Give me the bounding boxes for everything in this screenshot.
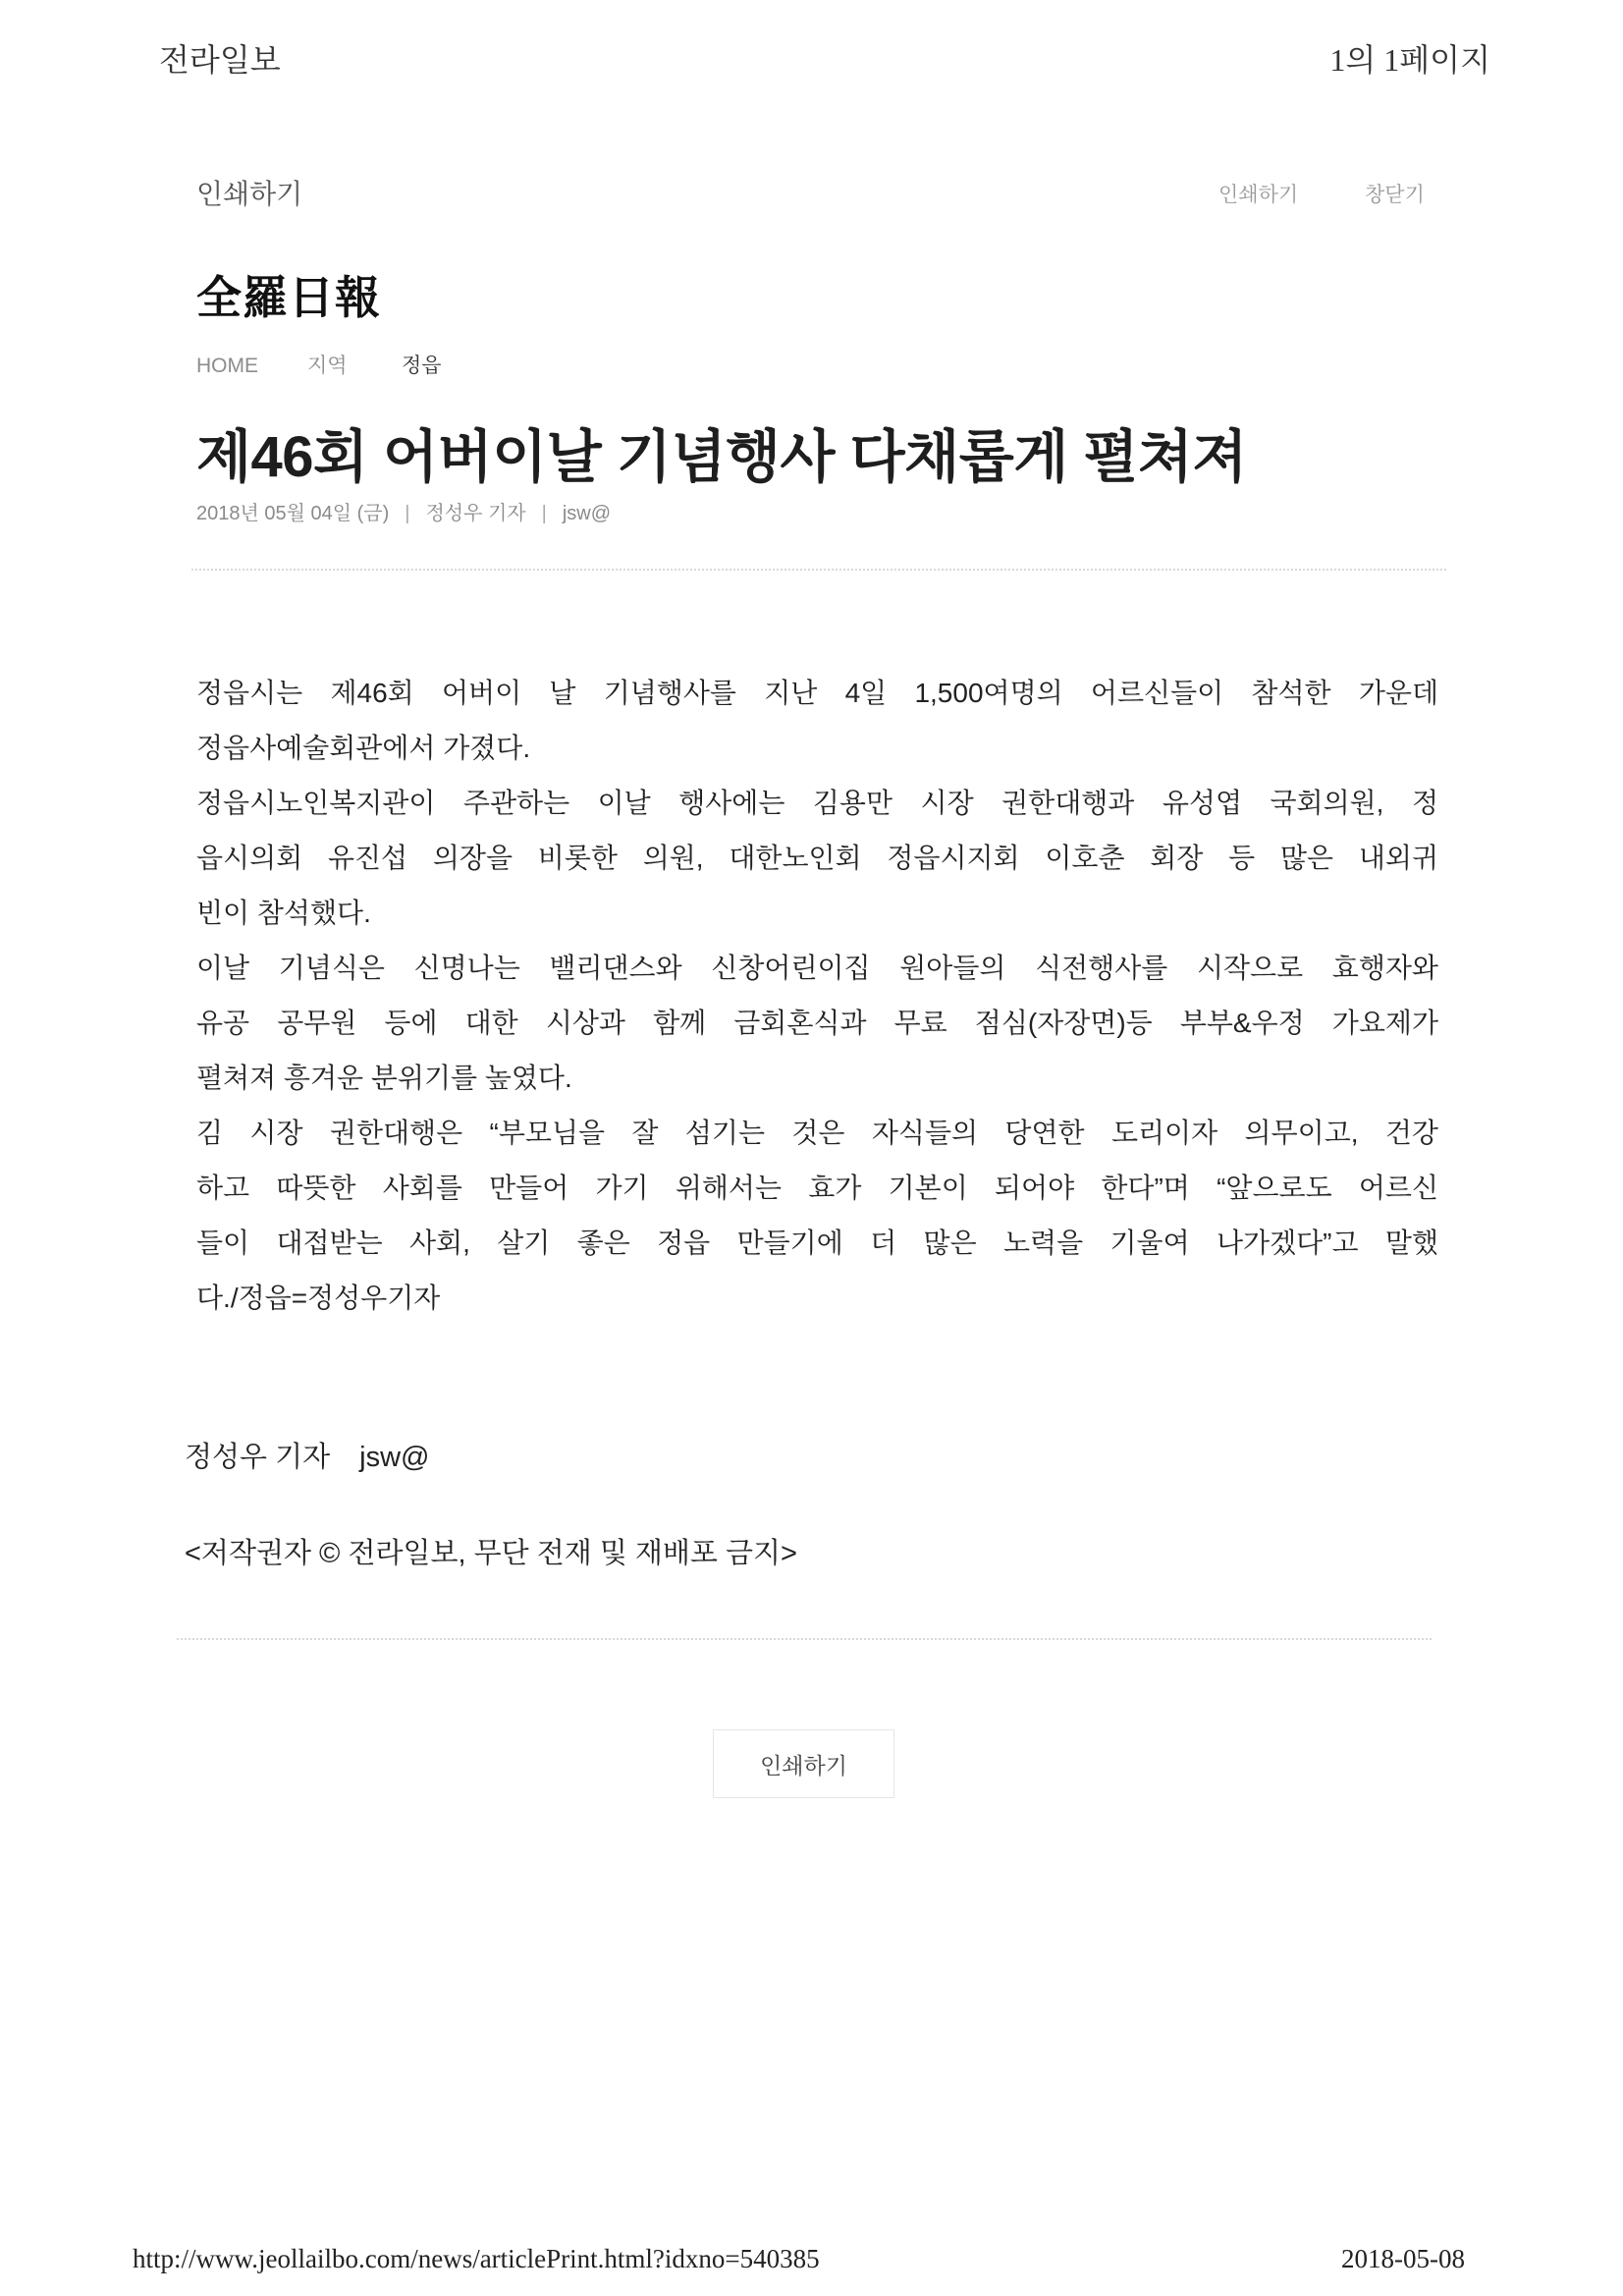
paragraph-line: 정읍시노인복지관이 주관하는 이날 행사에는 김용만 시장 권한대행과 유성엽 국회의원, 정 (196, 788, 1438, 818)
breadcrumb-home[interactable]: HOME (196, 355, 258, 377)
paragraph-line: 읍시의회 유진섭 의장을 비롯한 의원, 대한노인회 정읍시지회 이호춘 회장 등 많은 내외귀 (196, 843, 1438, 873)
newspaper-logo: 全羅日報 (196, 272, 381, 323)
byline-author: 정성우 기자 (185, 1442, 331, 1473)
meta-separator: | (541, 503, 547, 524)
divider (191, 569, 1446, 571)
article-meta (196, 504, 611, 523)
print-header-page-count: 1의 1페이지 (1329, 42, 1490, 78)
paragraph-line: 다./정읍=정성우기자 (196, 1283, 441, 1313)
paragraph-line: 펼쳐져 흥겨운 분위기를 높였다. (196, 1063, 572, 1093)
print-page-heading: 인쇄하기 (196, 179, 303, 209)
byline-email: jsw@ (359, 1442, 430, 1473)
paragraph (196, 776, 1438, 941)
print-button[interactable]: 인쇄하기 (713, 1729, 894, 1798)
paragraph-line: 빈이 참석했다. (196, 898, 371, 928)
paragraph-line: 유공 공무원 등에 대한 시상과 함께 금회혼식과 무료 점심(자장면)등 부부&우정 가요제가 (196, 1008, 1438, 1038)
article-author: 정성우 기자 (425, 503, 526, 524)
article-date: 2018년 05월 04일 (금) (196, 503, 390, 524)
paragraph-line: 정읍시는 제46회 어버이 날 기념행사를 지난 4일 1,500여명의 어르신들이 참석한 가운데 (196, 678, 1438, 708)
paragraph (196, 666, 1438, 776)
close-window-link[interactable]: 창닫기 (1365, 184, 1425, 206)
paragraph-line: 들이 대접받는 사회, 살기 좋은 정읍 만들기에 더 많은 노력을 기울여 나가겠다”고 말했 (196, 1228, 1438, 1258)
divider (177, 1638, 1432, 1640)
paragraph (196, 1106, 1438, 1326)
breadcrumb-region[interactable]: 지역 (307, 355, 348, 377)
paragraph-line: 정읍사예술회관에서 가졌다. (196, 733, 531, 763)
print-link[interactable]: 인쇄하기 (1218, 184, 1299, 206)
meta-separator: | (405, 503, 410, 524)
article-byline (185, 1444, 429, 1472)
breadcrumb-jeongeup[interactable]: 정읍 (402, 355, 442, 377)
paragraph-line: 하고 따뜻한 사회를 만들어 가기 위해서는 효가 기본이 되어야 한다”며 “앞으로도 어르신 (196, 1173, 1438, 1203)
article-title: 제46회 어버이날 기념행사 다채롭게 펼쳐져 (196, 425, 1247, 489)
print-footer-date: 2018-05-08 (1341, 2244, 1465, 2273)
copyright-notice: <저작권자 © 전라일보, 무단 전재 및 재배포 금지> (185, 1538, 797, 1569)
print-footer-url: http://www.jeollailbo.com/news/articlePrint.html?idxno=540385 (133, 2244, 820, 2273)
print-header-site-title: 전라일보 (159, 42, 281, 78)
article-body (196, 666, 1438, 1326)
paragraph (196, 941, 1438, 1106)
paragraph-line: 이날 기념식은 신명나는 밸리댄스와 신창어린이집 원아들의 식전행사를 시작으로 효행자와 (196, 953, 1438, 983)
paragraph-line: 김 시장 권한대행은 “부모님을 잘 섬기는 것은 자식들의 당연한 도리이자 의무이고, 건강 (196, 1118, 1438, 1148)
article-email: jsw@ (562, 503, 612, 524)
